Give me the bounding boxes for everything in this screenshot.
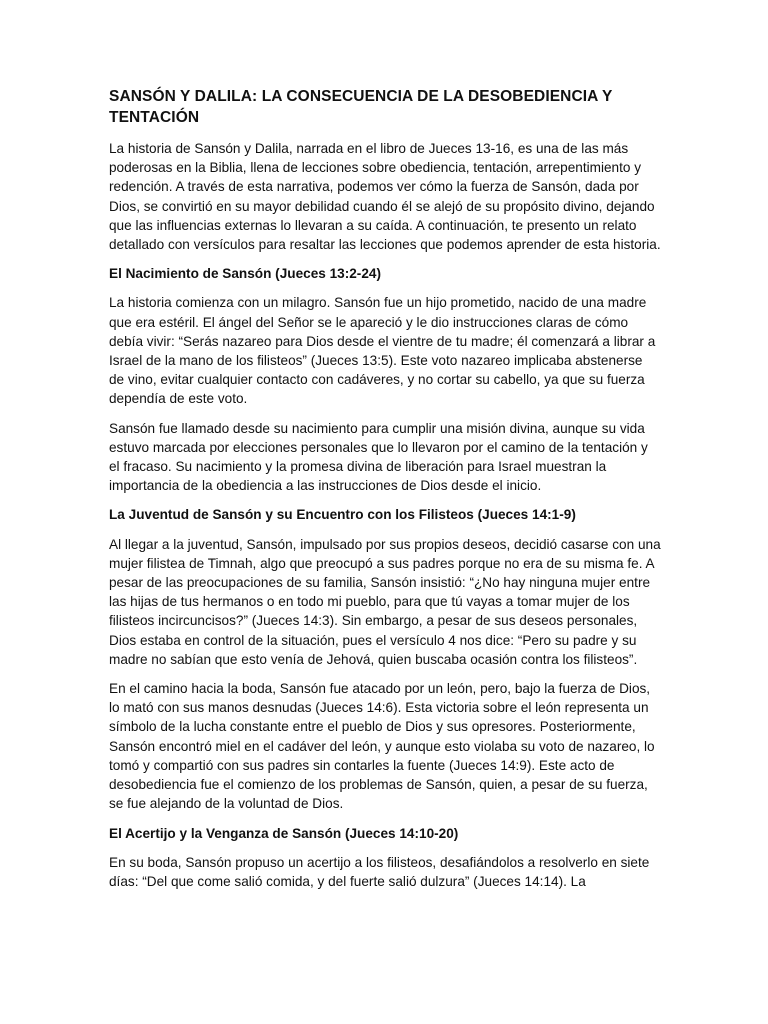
body-paragraph: Sansón fue llamado desde su nacimiento para cumplir una misión divina, aunque su vida estuvo marcada por elecciones personales que lo llevaron por el camino de la tentación y el fracaso. Su nacimiento y la promesa divina de liberación para Israel muestran la importancia de la obediencia a las instrucciones de Dios desde el inicio. [109, 420, 648, 494]
document-page [109, 86, 661, 901]
document-title: SANSÓN Y DALILA: LA CONSECUENCIA DE LA DESOBEDIENCIA Y TENTACIÓN [109, 88, 613, 126]
intro-paragraph: La historia de Sansón y Dalila, narrada en el libro de Jueces 13-16, es una de las más poderosas en la Biblia, llena de lecciones sobre obediencia, tentación, arrepentimiento y redención. A través de esta narrativa, podemos ver cómo la fuerza de Sansón, dada por Dios, se convirtió en su mayor debilidad cuando él se alejó de su propósito divino, dejando que las influencias externas lo llevaran a su caída. A continuación, te presento un relato detallado con versículos para resaltar las lecciones que podemos aprender de esta historia. [109, 141, 661, 253]
body-paragraph: La historia comienza con un milagro. Sansón fue un hijo prometido, nacido de una madre que era estéril. El ángel del Señor se le apareció y le dio instrucciones claras de cómo debía vivir: “Serás nazareo para Dios desde el vientre de tu madre; él comenzará a librar a Israel de la mano de los filisteos” (Jueces 13:5). Este voto nazareo implicaba abstenerse de vino, evitar cualquier contacto con cadáveres, y no cortar su cabello, ya que su fuerza dependía de este voto. [109, 295, 656, 407]
body-paragraph: En su boda, Sansón propuso un acertijo a los filisteos, desafiándolos a resolverlo en siete días: “Del que come salió comida, y del fuerte salió dulzura” (Jueces 14:14). La [109, 854, 650, 889]
body-paragraph: Al llegar a la juventud, Sansón, impulsado por sus propios deseos, decidió casarse con una mujer filistea de Timnah, algo que preocupó a sus padres porque no era de su misma fe. A pesar de las preocupaciones de su familia, Sansón insistió: “¿No hay ninguna mujer entre las hijas de tus hermanos o en todo mi pueblo, para que tú vayas a tomar mujer de los filisteos incircuncisos?” (Jueces 14:3). Sin embargo, a pesar de sus deseos personales, Dios estaba en control de la situación, pues el versículo 4 nos dice: “Pero su padre y su madre no sabían que esto venía de Jehová, quien buscaba ocasión contra los filisteos”. [109, 536, 661, 667]
section-juventud [109, 505, 661, 813]
section-heading: La Juventud de Sansón y su Encuentro con los Filisteos (Jueces 14:1-9) [109, 507, 576, 523]
body-paragraph: En el camino hacia la boda, Sansón fue atacado por un león, pero, bajo la fuerza de Dios, lo mató con sus manos desnudas (Jueces 14:6). Esta victoria sobre el león representa un símbolo de la lucha constante entre el pueblo de Dios y sus opresores. Posteriormente, Sansón encontró miel en el cadáver del león, y aunque esto violaba su voto de nazareo, lo tomó y compartió con sus padres sin contarles la fuente (Jueces 14:9). Este acto de desobediencia fue el comienzo de los problemas de Sansón, quien, a pesar de su fuerza, se fue alejando de la voluntad de Dios. [109, 681, 655, 812]
section-acertijo [109, 824, 661, 892]
section-nacimiento [109, 264, 661, 495]
section-heading: El Acertijo y la Venganza de Sansón (Jueces 14:10-20) [109, 825, 459, 841]
section-heading: El Nacimiento de Sansón (Jueces 13:2-24) [109, 266, 381, 282]
